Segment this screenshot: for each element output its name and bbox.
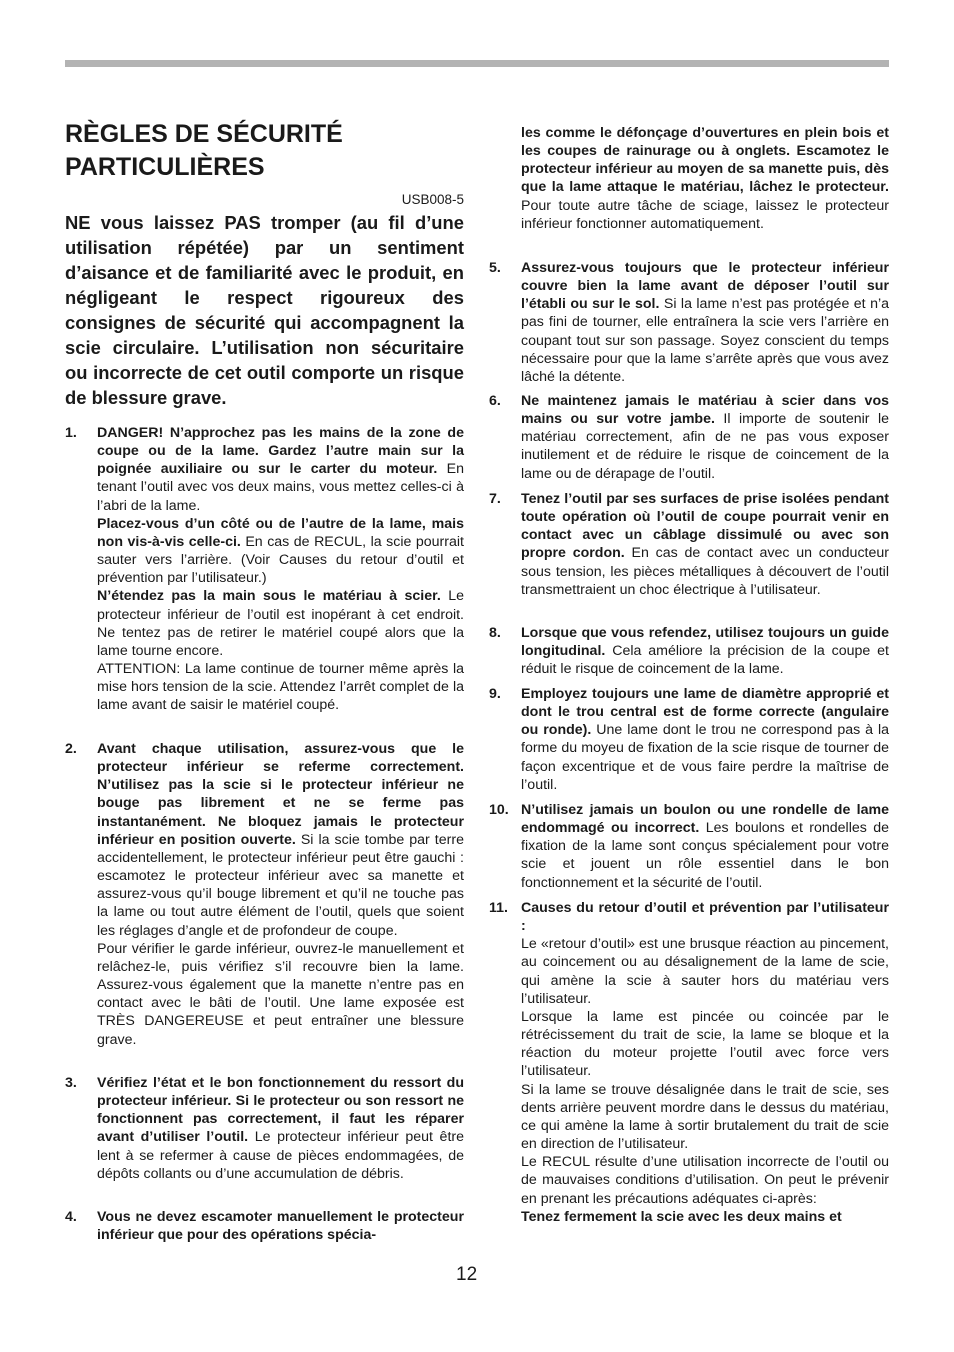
rule-paragraph: Tenez l’outil par ses surfaces de prise isolées pendant toute opération où l’outil de coupe pourrait venir en contact avec un câblage dissimulé ou avec son propre cordon. En cas de contact avec un conducteur sous tension, les pièces métalliques à découvert de l’outil transmettraient un choc électrique à l’utilisateur. [521,491,889,598]
rule-paragraph: Avant chaque utilisation, assurez-vous que le protecteur inférieur se referme correctement. N’utilisez pas la scie si le protecteur inférieur ne bouge pas librement et ne se ferme pas instantanément. Ne bloquez jamais le protecteur inférieur en position ouverte. Si la scie tombe par terre accidentellement, le protecteur inférieur peut être gauchi : escamotez le protecteur inférieur avec sa manette et assurez-vous qu’il bouge librement et qu’il ne touche pas la lame ou tout autre élément de l’outil, quels que soient les réglages d’angle et de profondeur de coupe. [97,741,464,939]
rule-paragraph: Placez-vous d’un côté ou de l’autre de la lame, mais non vis-à-vis celle-ci. En cas de RECUL, la scie pourrait sauter vers l’arrière. (Voir Causes du retour d’outil et prévention par l’utilisateur.) [97,515,464,587]
rule-paragraph: Lorsque la lame est pincée ou coincée par le rétrécissement du trait de scie, la lame se bloque et la réaction du moteur projette l’outil avec force vers l’utilisateur. [521,1008,889,1080]
rule-number: 9. [489,686,501,702]
rule-paragraph: les comme le défonçage d’ouvertures en plein bois et les coupes de rainurage ou à onglets. Escamotez le protecteur inférieur au moyen de sa manette puis, dès que la lame attaque le matériau, lâchez le protecteur. Pour toute autre tâche de sciage, laissez le protecteur inférieur fonctionner automatiquement. [521,125,889,232]
page-number: 12 [456,1264,478,1285]
rule-number: 6. [489,393,501,409]
rule-paragraph: ATTENTION: La lame continue de tourner même après la mise hors tension de la scie. Attendez l’arrêt complet de la lame avant de saisir le matériel coupé. [97,661,464,714]
rule-paragraph: Le «retour d’outil» est une brusque réaction au pincement, au coincement ou au désalignement de la lame de scie, qui amène la scie à sauter hors du matériau vers l’utilisateur. [521,936,889,1007]
title-line-1: RÈGLES DE SÉCURITÉ [65,120,343,148]
rule-paragraph: Causes du retour d’outil et prévention par l’utilisateur : [521,900,889,935]
rule-paragraph: Vous ne devez escamoter manuellement le protecteur inférieur que pour des opérations spécia- [97,1209,464,1244]
page-title [65,118,464,184]
rule-paragraph: N’étendez pas la main sous le matériau à scier. Le protecteur inférieur de l’outil est inopérant à cet endroit. Ne tentez pas de retirer le matériel coupé alors que la lame tourne encore. [97,588,464,659]
rule-number: 3. [65,1075,77,1091]
rule-paragraph: Assurez-vous toujours que le protecteur inférieur couvre bien la lame avant de déposer l’outil sur l’établi ou sur le sol. Si la lame n’est pas protégée et n’a pas fini de tourner, elle entraînera la scie vers l’arrière en coupant tout sur son passage. Soyez conscient du temps nécessaire pour que la lame s’arrête après que vous avez lâché la détente. [521,260,889,385]
rule-paragraph: Lorsque que vous refendez, utilisez toujours un guide longitudinal. Cela améliore la précision de la coupe et réduit le risque de coincement de la lame. [521,625,889,678]
rule-number: 1. [65,425,77,441]
rule-number: 8. [489,625,501,641]
rule-number: 11. [489,900,508,916]
rule-paragraph: Ne maintenez jamais le matériau à scier dans vos mains ou sur votre jambe. Il importe de soutenir le matériau correctement, afin de ne pas vous exposer inutilement et de réduire le risque de coincement de la lame ou de dérapage de l’outil. [521,393,889,482]
document-reference: USB008-5 [401,192,464,207]
rule-paragraph: Vérifiez l’état et le bon fonctionnement du ressort du protecteur inférieur. Si le protecteur ou son ressort ne fonctionnent pas correctement, il faut les réparer avant d’utiliser l’outil. Le protecteur inférieur peut être lent à se refermer à cause de pièces endommagées, de dépôts collants ou d’une accumulation de débris. [97,1075,465,1182]
rule-paragraph: Tenez fermement la scie avec les deux mains et [521,1208,842,1225]
title-line-2: PARTICULIÈRES [65,153,265,181]
rule-number: 4. [65,1209,77,1225]
rule-number: 10. [489,802,509,818]
rule-paragraph: Pour vérifier le garde inférieur, ouvrez-le manuellement et relâchez-le, puis vérifiez s’il recouvre bien la lame. Assurez-vous également que la manette n’entre pas en contact avec le bâti de l’outil. Une lame exposée est TRÈS DANGEREUSE et peut entraîner une blessure grave. [97,940,464,1048]
rule-paragraph: Le RECUL résulte d’une utilisation incorrecte de l’outil ou de mauvaises conditions d’utilisation. On peut le prévenir en prenant les précautions adéquates ci-après: [521,1154,889,1207]
rule-paragraph: N’utilisez jamais un boulon ou une rondelle de lame endommagé ou incorrect. Les boulons et rondelles de fixation de la lame sont conçus spécialement pour votre scie et jouent un rôle essentiel dans le bon fonctionnement et la sécurité de l’outil. [521,802,890,891]
rule-number: 2. [65,741,77,757]
rule-number: 5. [489,260,501,276]
rule-number: 7. [489,491,501,507]
rule-paragraph: Si la lame se trouve désalignée dans le trait de scie, ses dents arrière peuvent mordre dans le dessus du matériau, ce qui amène la lame à sortir brutalement du trait de scie en direction de l’utilisateur. [521,1081,889,1153]
rule-paragraph: Employez toujours une lame de diamètre approprié et dont le trou central est de forme correcte (angulaire ou ronde). Une lame dont le trou ne correspond pas à la forme du moyeu de fixation de la scie risque de tourner de façon excentrique et de vous faire perdre la maîtrise de l’outil. [521,686,889,793]
rule-paragraph: DANGER! N’approchez pas les mains de la zone de coupe ou de la lame. Gardez l’autre main sur la poignée auxiliaire ou sur le carter du moteur. En tenant l’outil avec vos deux mains, vous mettez celles-ci à l’abri de la lame. [97,425,464,514]
top-rule [65,60,889,67]
general-warning: NE vous laissez PAS tromper (au fil d’une utilisation répétée) par un sentiment d’aisance et de familiarité avec le produit, en négligeant le respect rigoureux des consignes de sécurité qui accompagnent la scie circulaire. L’utilisation non sécuritaire ou incorrecte de cet outil comporte un risque de blessure grave. [65,212,464,408]
